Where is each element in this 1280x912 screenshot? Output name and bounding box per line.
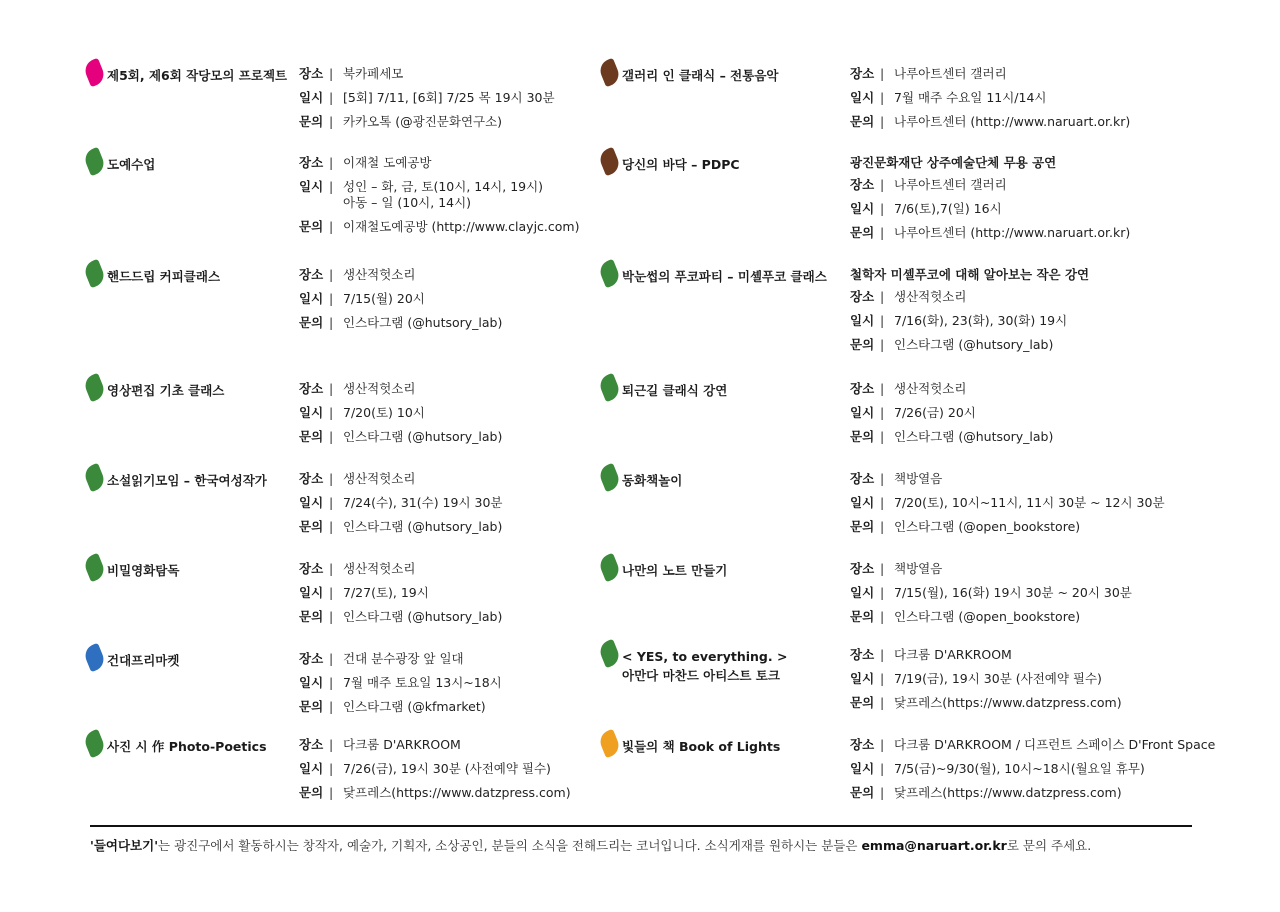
event-title: 건대프리마켓 (107, 653, 180, 668)
detail-row (850, 561, 1132, 577)
detail-label: 일시 (299, 585, 324, 600)
detail-separator: | (880, 201, 885, 216)
event-title: 동화책놀이 (622, 473, 683, 488)
event-title: 영상편집 기초 클래스 (107, 383, 225, 398)
detail-value: [5회] 7/11, [6회] 7/25 목 19시 30분 (343, 90, 555, 105)
detail-row (850, 337, 1089, 353)
detail-separator: | (329, 519, 334, 534)
detail-separator: | (329, 495, 334, 510)
event-details (299, 155, 579, 243)
detail-value: 7/16(화), 23(화), 30(화) 19시 (894, 313, 1068, 328)
detail-separator: | (329, 785, 334, 800)
detail-row (850, 381, 1053, 397)
detail-separator: | (880, 66, 885, 81)
detail-label: 문의 (299, 219, 324, 234)
event-title: 박눈썹의 푸코파티 – 미셸푸코 클래스 (622, 269, 827, 284)
event-details (299, 66, 555, 138)
event-title: 소설읽기모임 – 한국여성작가 (107, 473, 267, 488)
detail-row (299, 381, 502, 397)
detail-row (850, 785, 1215, 801)
detail-separator: | (880, 313, 885, 328)
detail-row (850, 609, 1132, 625)
detail-value: 성인 – 화, 금, 토(10시, 14시, 19시) 아동 – 일 (10시, 14시) (343, 179, 544, 210)
detail-row (850, 405, 1053, 421)
event-details (299, 561, 502, 633)
detail-label: 장소 (850, 381, 875, 396)
detail-label: 일시 (850, 761, 875, 776)
event-details (299, 737, 571, 809)
detail-label: 장소 (850, 289, 875, 304)
detail-value: 책방열음 (894, 561, 943, 576)
leaf-icon (597, 373, 622, 403)
detail-separator: | (329, 66, 334, 81)
detail-label: 일시 (299, 495, 324, 510)
detail-value: 이재철도예공방 (http://www.clayjc.com) (343, 219, 580, 234)
detail-value: 7/19(금), 19시 30분 (사전예약 필수) (894, 671, 1102, 686)
detail-value: 닻프레스(https://www.datzpress.com) (343, 785, 571, 800)
detail-value: 7/6(토),7(일) 16시 (894, 201, 1002, 216)
detail-row (850, 313, 1089, 329)
detail-separator: | (880, 671, 885, 686)
detail-label: 일시 (299, 291, 324, 306)
event-title: 당신의 바닥 – PDPC (622, 157, 740, 172)
detail-value: 인스타그램 (@kfmarket) (343, 699, 486, 714)
detail-label: 일시 (850, 201, 875, 216)
detail-value: 7월 매주 토요일 13시~18시 (343, 675, 502, 690)
detail-separator: | (880, 647, 885, 662)
detail-separator: | (329, 155, 334, 170)
detail-row (299, 315, 502, 331)
detail-label: 문의 (850, 609, 875, 624)
detail-row (299, 267, 502, 283)
leaf-icon (597, 463, 622, 493)
leaf-icon (597, 58, 622, 88)
detail-separator: | (880, 405, 885, 420)
detail-separator: | (329, 471, 334, 486)
detail-separator: | (880, 381, 885, 396)
detail-row (850, 585, 1132, 601)
detail-row (299, 519, 503, 535)
detail-separator: | (880, 785, 885, 800)
detail-label: 일시 (850, 671, 875, 686)
detail-separator: | (880, 225, 885, 240)
detail-row (299, 737, 571, 753)
detail-value: 건대 분수광장 앞 일대 (343, 651, 464, 666)
detail-row (850, 66, 1130, 82)
detail-value: 나루아트센터 (http://www.naruart.or.kr) (894, 225, 1131, 240)
detail-row (299, 405, 502, 421)
detail-separator: | (329, 429, 334, 444)
detail-label: 문의 (850, 785, 875, 800)
detail-row (850, 429, 1053, 445)
detail-row (850, 495, 1165, 511)
event-title: 갤러리 인 클래식 – 전통음악 (622, 68, 779, 83)
leaf-icon (597, 729, 622, 759)
detail-row (299, 609, 502, 625)
detail-row (299, 495, 503, 511)
detail-row (299, 785, 571, 801)
detail-separator: | (880, 289, 885, 304)
footer-divider (90, 825, 1192, 827)
detail-value: 7/24(수), 31(수) 19시 30분 (343, 495, 503, 510)
event-details (299, 471, 503, 543)
detail-row (850, 761, 1215, 777)
detail-value: 인스타그램 (@open_bookstore) (894, 609, 1081, 624)
detail-label: 장소 (850, 647, 875, 662)
event-details (850, 267, 1089, 361)
detail-value: 7/27(토), 19시 (343, 585, 429, 600)
detail-row (299, 90, 555, 106)
event-title: 빛들의 책 Book of Lights (622, 739, 781, 754)
detail-row (299, 561, 502, 577)
detail-row (850, 177, 1130, 193)
leaf-icon (82, 147, 107, 177)
detail-row (299, 675, 502, 691)
detail-separator: | (329, 381, 334, 396)
detail-label: 문의 (850, 114, 875, 129)
detail-row (850, 695, 1122, 711)
detail-label: 일시 (299, 761, 324, 776)
detail-separator: | (880, 337, 885, 352)
detail-separator: | (329, 90, 334, 105)
detail-row (850, 737, 1215, 753)
detail-separator: | (880, 561, 885, 576)
detail-value: 나루아트센터 갤러리 (894, 66, 1007, 81)
detail-value: 생산적헛소리 (894, 381, 967, 396)
detail-label: 장소 (299, 561, 324, 576)
leaf-icon (82, 553, 107, 583)
detail-label: 문의 (850, 695, 875, 710)
detail-label: 문의 (850, 225, 875, 240)
event-title: 제5회, 제6회 작당모의 프로젝트 (107, 68, 288, 83)
detail-value: 7/20(토), 10시~11시, 11시 30분 ~ 12시 30분 (894, 495, 1165, 510)
detail-value: 인스타그램 (@hutsory_lab) (343, 609, 503, 624)
event-title: 퇴근길 클래식 강연 (622, 383, 728, 398)
leaf-icon (82, 58, 107, 88)
detail-separator: | (880, 519, 885, 534)
event-title: 사진 시 作 Photo-Poetics (107, 739, 267, 754)
leaf-icon (82, 259, 107, 289)
detail-label: 문의 (299, 609, 324, 624)
detail-separator: | (329, 609, 334, 624)
leaf-icon (597, 259, 622, 289)
detail-value: 7/20(토) 10시 (343, 405, 425, 420)
detail-value: 이재철 도예공방 (343, 155, 432, 170)
detail-value: 인스타그램 (@hutsory_lab) (894, 429, 1054, 444)
detail-label: 문의 (299, 699, 324, 714)
detail-separator: | (329, 219, 334, 234)
leaf-icon (82, 729, 107, 759)
detail-label: 문의 (299, 785, 324, 800)
detail-row (850, 114, 1130, 130)
detail-value: 나루아트센터 (http://www.naruart.or.kr) (894, 114, 1131, 129)
detail-label: 일시 (850, 313, 875, 328)
detail-value: 생산적헛소리 (343, 471, 416, 486)
detail-value: 나루아트센터 갤러리 (894, 177, 1007, 192)
detail-label: 일시 (299, 179, 324, 194)
detail-separator: | (329, 291, 334, 306)
event-title: 비밀영화탐독 (107, 563, 180, 578)
detail-label: 문의 (850, 337, 875, 352)
detail-separator: | (880, 114, 885, 129)
detail-value: 7/26(금) 20시 (894, 405, 976, 420)
detail-separator: | (880, 90, 885, 105)
detail-value: 인스타그램 (@hutsory_lab) (343, 315, 503, 330)
detail-separator: | (880, 609, 885, 624)
detail-value: 7월 매주 수요일 11시/14시 (894, 90, 1047, 105)
detail-label: 장소 (299, 267, 324, 282)
detail-separator: | (329, 585, 334, 600)
detail-label: 일시 (850, 405, 875, 420)
detail-row (299, 219, 579, 235)
detail-separator: | (880, 177, 885, 192)
detail-separator: | (329, 675, 334, 690)
detail-row (299, 66, 555, 82)
detail-separator: | (329, 405, 334, 420)
detail-separator: | (329, 699, 334, 714)
footer-note (90, 838, 1091, 854)
detail-separator: | (329, 179, 334, 194)
detail-value: 닻프레스(https://www.datzpress.com) (894, 785, 1122, 800)
detail-row (850, 671, 1122, 687)
leaf-icon (597, 553, 622, 583)
detail-label: 문의 (299, 114, 324, 129)
event-details (850, 381, 1053, 453)
event-title: 도예수업 (107, 157, 156, 172)
detail-separator: | (880, 429, 885, 444)
leaf-icon (82, 463, 107, 493)
detail-label: 일시 (299, 675, 324, 690)
event-title: < YES, to everything. > 아만다 마찬드 아티스트 토크 (622, 649, 788, 683)
detail-label: 문의 (850, 429, 875, 444)
detail-separator: | (329, 651, 334, 666)
leaf-icon (82, 643, 107, 673)
event-details (299, 267, 502, 339)
detail-row (299, 761, 571, 777)
event-details (850, 561, 1132, 633)
detail-label: 장소 (850, 471, 875, 486)
detail-value: 7/15(월) 20시 (343, 291, 425, 306)
detail-row (299, 179, 579, 211)
event-title: 핸드드립 커피클래스 (107, 269, 221, 284)
detail-row (850, 471, 1165, 487)
leaf-icon (597, 639, 622, 669)
detail-label: 장소 (850, 561, 875, 576)
footer-lead: '들여다보기' (90, 838, 159, 853)
detail-row (850, 90, 1130, 106)
event-details (850, 647, 1122, 719)
detail-label: 문의 (850, 519, 875, 534)
event-details (850, 155, 1130, 249)
detail-row (850, 225, 1130, 241)
detail-separator: | (329, 315, 334, 330)
detail-value: 북카페세모 (343, 66, 404, 81)
detail-row (850, 289, 1089, 305)
detail-value: 생산적헛소리 (894, 289, 967, 304)
detail-label: 장소 (299, 737, 324, 752)
event-details (850, 737, 1215, 809)
detail-separator: | (329, 267, 334, 282)
footer-text: 는 광진구에서 활동하시는 창작자, 예술가, 기획자, 소상공인, 분들의 소식을 전해드리는 코너입니다. 소식게재를 원하시는 분들은 (158, 838, 862, 853)
detail-row (850, 201, 1130, 217)
detail-separator: | (880, 495, 885, 510)
event-details (299, 651, 502, 723)
detail-separator: | (880, 695, 885, 710)
detail-value: 닻프레스(https://www.datzpress.com) (894, 695, 1122, 710)
event-details (850, 66, 1130, 138)
detail-value: 7/26(금), 19시 30분 (사전예약 필수) (343, 761, 551, 776)
detail-label: 일시 (299, 405, 324, 420)
detail-label: 일시 (850, 495, 875, 510)
detail-separator: | (880, 585, 885, 600)
detail-value: 책방열음 (894, 471, 943, 486)
detail-row (299, 585, 502, 601)
detail-row (299, 155, 579, 171)
leaf-icon (597, 147, 622, 177)
detail-label: 장소 (850, 737, 875, 752)
detail-label: 장소 (299, 155, 324, 170)
event-details (299, 381, 502, 453)
detail-value: 다크룸 D'ARKROOM (894, 647, 1012, 662)
detail-label: 일시 (850, 90, 875, 105)
detail-row (299, 471, 503, 487)
detail-separator: | (329, 737, 334, 752)
event-title: 나만의 노트 만들기 (622, 563, 728, 578)
detail-row (299, 291, 502, 307)
detail-value: 7/15(월), 16(화) 19시 30분 ~ 20시 30분 (894, 585, 1132, 600)
detail-value: 인스타그램 (@hutsory_lab) (894, 337, 1054, 352)
detail-row (299, 651, 502, 667)
detail-value: 인스타그램 (@hutsory_lab) (343, 429, 503, 444)
detail-separator: | (329, 761, 334, 776)
detail-row (850, 519, 1165, 535)
detail-label: 장소 (299, 651, 324, 666)
detail-row (299, 429, 502, 445)
footer-tail: 로 문의 주세요. (1006, 838, 1092, 853)
detail-label: 일시 (850, 585, 875, 600)
detail-row (299, 114, 555, 130)
detail-label: 일시 (299, 90, 324, 105)
detail-value: 다크룸 D'ARKROOM / 디프런트 스페이스 D'Front Space (894, 737, 1216, 752)
leaf-icon (82, 373, 107, 403)
detail-value: 인스타그램 (@hutsory_lab) (343, 519, 503, 534)
detail-value: 다크룸 D'ARKROOM (343, 737, 461, 752)
detail-label: 문의 (299, 315, 324, 330)
event-details (850, 471, 1165, 543)
detail-value: 생산적헛소리 (343, 561, 416, 576)
detail-label: 장소 (299, 471, 324, 486)
detail-value: 카카오톡 (@광진문화연구소) (343, 114, 503, 129)
detail-label: 장소 (299, 381, 324, 396)
detail-value: 7/5(금)~9/30(월), 10시~18시(월요일 휴무) (894, 761, 1145, 776)
detail-label: 장소 (850, 66, 875, 81)
detail-label: 장소 (299, 66, 324, 81)
detail-row (850, 647, 1122, 663)
detail-label: 문의 (299, 429, 324, 444)
detail-label: 장소 (850, 177, 875, 192)
detail-separator: | (880, 471, 885, 486)
detail-separator: | (329, 561, 334, 576)
detail-separator: | (880, 761, 885, 776)
event-subtitle: 철학자 미셸푸코에 대해 알아보는 작은 강연 (850, 267, 1090, 282)
detail-separator: | (880, 737, 885, 752)
footer-email-link[interactable]: emma@naruart.or.kr (861, 838, 1007, 853)
detail-value: 인스타그램 (@open_bookstore) (894, 519, 1081, 534)
event-subtitle: 광진문화재단 상주예술단체 무용 공연 (850, 155, 1057, 170)
detail-value: 생산적헛소리 (343, 267, 416, 282)
detail-separator: | (329, 114, 334, 129)
detail-row (299, 699, 502, 715)
detail-value: 생산적헛소리 (343, 381, 416, 396)
detail-label: 문의 (299, 519, 324, 534)
